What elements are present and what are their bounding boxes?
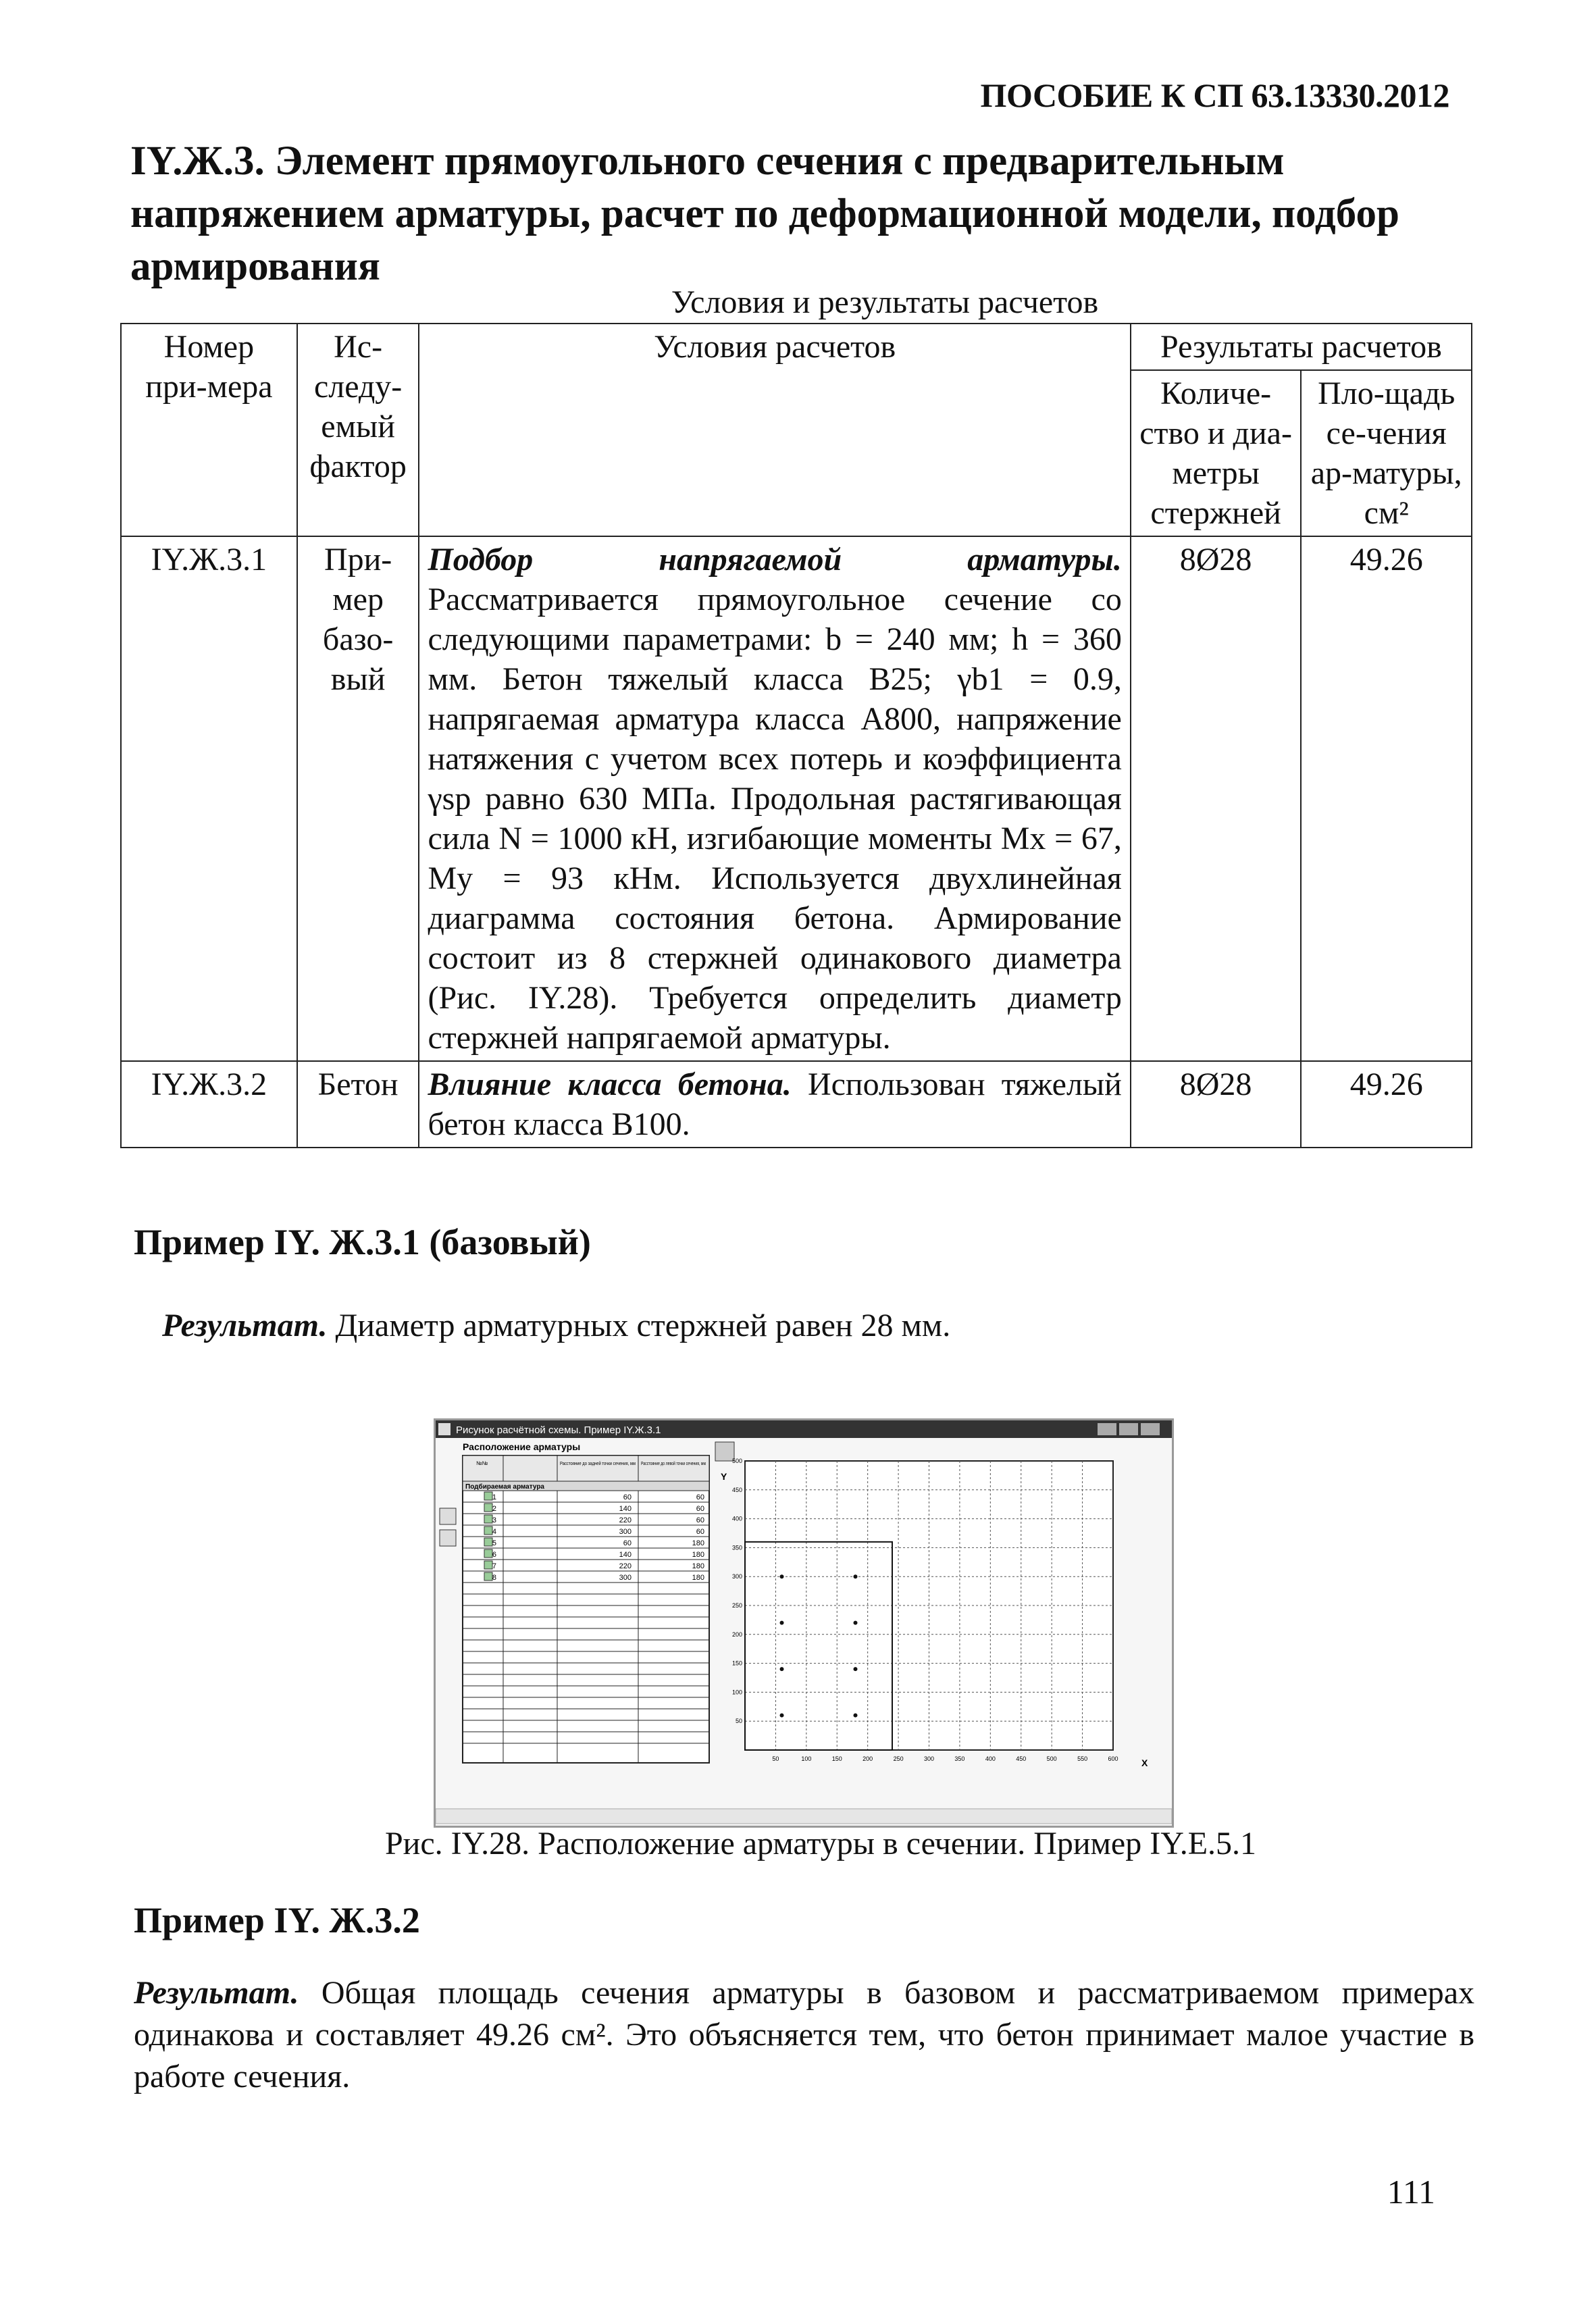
- rebar-cell: 60: [696, 1493, 704, 1501]
- maximize-icon[interactable]: [1119, 1423, 1138, 1435]
- rebar-checkbox-icon[interactable]: [484, 1526, 492, 1535]
- x-tick-label: 450: [1016, 1755, 1027, 1762]
- header-area: Пло-щадь се-чения ар-матуры, см²: [1301, 370, 1472, 536]
- row-number: IY.Ж.3.1: [121, 536, 297, 1061]
- col-header-top: Расстояние до задней точки сечения, мм: [560, 1462, 650, 1466]
- rebar-checkbox-icon[interactable]: [484, 1538, 492, 1546]
- row-text: Рассматривается прямоугольное сечение со следующими параметрами: b = 240 мм; h = 360 мм. Бетон тяжелый класса B25; γb1 = 0.9, напрягаемая арматура класса A800, напряжение натяжения с учетом всех потерь и коэффициента γsp равно 630 МПа. Продольная растягивающая сила N = 1000 кН, изгибающие моменты Mx = 67, My = 93 кНм. Используется двухлинейная диаграмма состояния бетона. Армирование состоит из 8 стержней одинакового диаметра (Рис. IY.28). Требуется определить диаметр стержней напрягаемой арматуры.: [428, 582, 1122, 1056]
- row-lead: Влияние класса бетона.: [428, 1066, 792, 1102]
- rebar-subheader-label: Подбираемая арматура: [465, 1483, 544, 1491]
- rebar-cell: 6: [492, 1551, 496, 1559]
- table-header-row: [121, 324, 1472, 370]
- rebar-cell: 2: [492, 1505, 496, 1513]
- figure-caption: Рис. IY.28. Расположение арматуры в сечении. Пример IY.E.5.1: [384, 1826, 1257, 1861]
- header-conditions: Условия расчетов: [419, 324, 1130, 536]
- rebar-cell: 8: [492, 1574, 496, 1582]
- col-header-left: Расстояние до левой точки сечения, мм: [641, 1462, 729, 1466]
- panel-title: Расположение арматуры: [463, 1441, 581, 1452]
- header-example-number: Номер при-мера: [121, 324, 297, 536]
- x-tick-label: 600: [1108, 1755, 1118, 1762]
- close-icon[interactable]: [1141, 1423, 1160, 1435]
- x-tick-label: 200: [863, 1755, 873, 1762]
- x-tick-label: 350: [954, 1755, 965, 1762]
- table-row: [121, 1061, 1472, 1148]
- result-label: Результат.: [134, 1975, 299, 2011]
- rebar-checkbox-icon[interactable]: [484, 1572, 492, 1580]
- row-conditions: [419, 536, 1130, 1061]
- header-bars: Количе-ство и диа-метры стержней: [1131, 370, 1302, 536]
- row-conditions: [419, 1061, 1130, 1148]
- rebar-point: [854, 1714, 858, 1718]
- rebar-cell: 300: [619, 1574, 632, 1582]
- y-tick-label: 200: [731, 1630, 742, 1638]
- rebar-cell: 1: [492, 1493, 496, 1501]
- rebar-point: [854, 1574, 858, 1578]
- x-axis-label: X: [1141, 1757, 1148, 1768]
- app-icon: [438, 1423, 451, 1435]
- section-title: IY.Ж.3. Элемент прямоугольного сечения с предварительным напряжением арматуры, расчет по деформационной модели, подбор армирования: [130, 138, 1399, 289]
- table-row: [121, 536, 1472, 1061]
- checkbox-icon[interactable]: [440, 1508, 456, 1524]
- y-tick-label: 450: [731, 1486, 742, 1493]
- rebar-cell: 60: [696, 1516, 704, 1524]
- rebar-cell: 180: [692, 1574, 704, 1582]
- checkbox-icon[interactable]: [440, 1530, 456, 1546]
- rebar-cell: 140: [619, 1505, 632, 1513]
- scrollbar[interactable]: [436, 1809, 1172, 1824]
- result-text: Общая площадь сечения арматуры в базовом и рассматриваемом примерах одинакова и составляет 49.26 см². Это объясняется тем, что бетон принимает малое участие в работе сечения.: [134, 1975, 1475, 2094]
- y-tick-label: 50: [735, 1718, 742, 1725]
- rebar-checkbox-icon[interactable]: [484, 1503, 492, 1512]
- y-tick-label: 350: [731, 1544, 742, 1551]
- print-icon[interactable]: [715, 1442, 734, 1461]
- rebar-point: [780, 1667, 784, 1671]
- header-factor: Ис-следу-емый фактор: [297, 324, 419, 536]
- rebar-point: [854, 1667, 858, 1671]
- x-tick-label: 100: [801, 1755, 812, 1762]
- row-area: 49.26: [1301, 536, 1472, 1061]
- minimize-icon[interactable]: [1098, 1423, 1116, 1435]
- rebar-cell: 60: [696, 1505, 704, 1513]
- rebar-cell: 60: [623, 1539, 632, 1547]
- rebar-table-frame: [463, 1456, 729, 1763]
- rebar-point: [780, 1621, 784, 1625]
- x-tick-label: 500: [1046, 1755, 1057, 1762]
- rebar-cell: 4: [492, 1528, 496, 1536]
- section-plot: [732, 1458, 1118, 1762]
- reinforcement-figure: [434, 1418, 1174, 1828]
- rebar-point: [780, 1714, 784, 1718]
- rebar-cell: 300: [619, 1528, 632, 1536]
- running-header: ПОСОБИЕ К СП 63.13330.2012: [980, 76, 1449, 114]
- header-results: Результаты расчетов: [1131, 324, 1472, 370]
- y-tick-label: 100: [731, 1689, 742, 1696]
- rebar-checkbox-icon[interactable]: [484, 1549, 492, 1558]
- x-tick-label: 50: [772, 1755, 779, 1762]
- rebar-checkbox-icon[interactable]: [484, 1561, 492, 1569]
- table-caption: Условия и результаты расчетов: [671, 284, 1099, 320]
- rebar-cell: 5: [492, 1539, 496, 1547]
- window-title: Рисунок расчётной схемы. Пример IY.Ж.3.1: [456, 1424, 661, 1436]
- example2-result: [134, 1972, 1474, 2098]
- rebar-cell: 180: [692, 1551, 704, 1559]
- y-tick-label: 150: [731, 1660, 742, 1667]
- row-factor: При-мер базо-вый: [297, 536, 419, 1061]
- example1-result: [162, 1307, 950, 1344]
- x-tick-label: 300: [923, 1755, 935, 1762]
- y-axis-label: Y: [721, 1471, 727, 1482]
- x-tick-label: 150: [831, 1755, 842, 1762]
- y-tick-label: 300: [731, 1573, 742, 1580]
- rebar-checkbox-icon[interactable]: [484, 1515, 492, 1523]
- rebar-table-header: [463, 1456, 729, 1481]
- result-text: Диаметр арматурных стержней равен 28 мм.: [335, 1308, 951, 1343]
- example2-title: Пример IY. Ж.3.2: [134, 1900, 420, 1940]
- row-factor: Бетон: [297, 1061, 419, 1148]
- row-lead: Подбор напрягаемой арматуры.: [428, 542, 1122, 577]
- rebar-point: [780, 1574, 784, 1578]
- y-tick-label: 250: [731, 1602, 742, 1609]
- rebar-cell: 60: [623, 1493, 632, 1501]
- x-tick-label: 400: [985, 1755, 996, 1762]
- rebar-cell: 220: [619, 1562, 632, 1570]
- rebar-cell: 3: [492, 1516, 496, 1524]
- rebar-cell: 180: [692, 1562, 704, 1570]
- rebar-point: [854, 1621, 858, 1625]
- row-number: IY.Ж.3.2: [121, 1061, 297, 1148]
- rebar-cell: 60: [696, 1528, 704, 1536]
- y-tick-label: 500: [731, 1458, 742, 1464]
- row-area: 49.26: [1301, 1061, 1472, 1148]
- result-label: Результат.: [162, 1308, 328, 1343]
- rebar-cell: 180: [692, 1539, 704, 1547]
- row-bars: 8Ø28: [1131, 1061, 1302, 1148]
- rebar-cell: 7: [492, 1562, 496, 1570]
- rebar-cell: 140: [619, 1551, 632, 1559]
- row-bars: 8Ø28: [1131, 536, 1302, 1061]
- example1-title: Пример IY. Ж.3.1 (базовый): [134, 1222, 591, 1262]
- rebar-cell: 220: [619, 1516, 632, 1524]
- page-number: 111: [1387, 2173, 1435, 2211]
- y-tick-label: 400: [731, 1515, 742, 1522]
- x-tick-label: 250: [893, 1755, 904, 1762]
- conditions-table: [120, 323, 1472, 1148]
- col-header-number: №№: [476, 1460, 488, 1466]
- figure-screenshot: [436, 1420, 1172, 1826]
- rebar-checkbox-icon[interactable]: [484, 1492, 492, 1500]
- row-text: Использован тяжелый бетон класса B100.: [428, 1066, 1122, 1142]
- x-tick-label: 550: [1077, 1755, 1088, 1762]
